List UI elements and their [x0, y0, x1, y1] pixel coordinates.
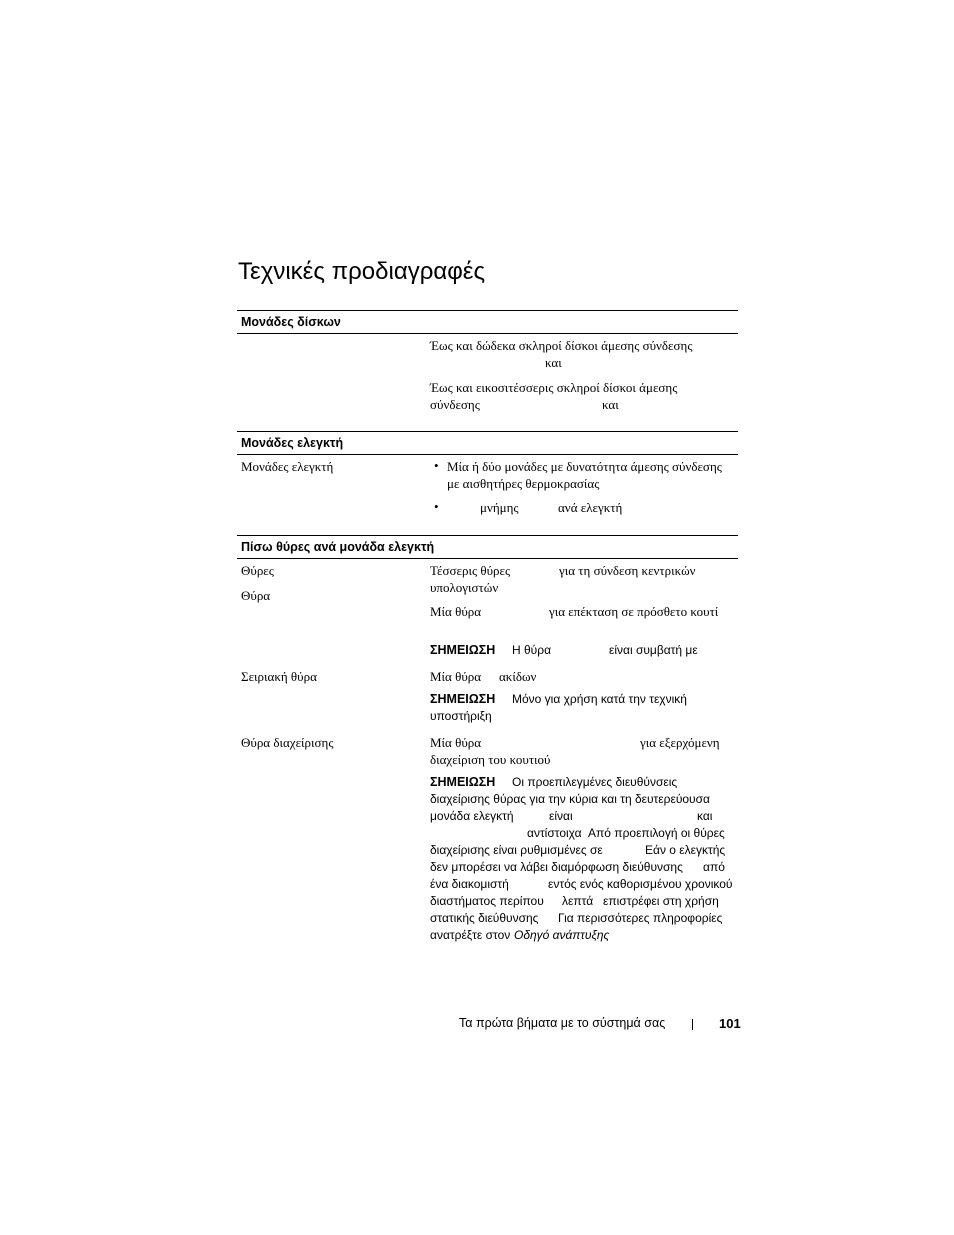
note-1-label — [430, 642, 495, 659]
section-ports — [237, 535, 738, 979]
controllers-bullet-2b: ανά ελεγκτή — [558, 500, 623, 515]
footer-divider — [692, 1019, 693, 1030]
section-body-ports — [237, 559, 738, 979]
note-3-l8a: διαστήματος περίπου — [430, 894, 544, 908]
ports-line-2a: Μία θύρα — [430, 604, 482, 619]
note-3-l5a: διαχείρισης είναι ρυθμισμένες σε — [430, 843, 603, 857]
drives-line-2a: Έως και εικοσιτέσσερις σκληροί δίσκοι άμεσης — [430, 380, 678, 395]
serial-b: ακίδων — [499, 669, 537, 684]
note-3-label — [430, 774, 495, 791]
bullet-1: • — [434, 458, 439, 473]
note-3-l4b: Από προεπιλογή οι θύρες — [588, 826, 725, 840]
label-ports: Θύρες — [241, 563, 274, 578]
ports-line-1c: υπολογιστών — [430, 580, 499, 595]
note-3-l4a: αντίστοιχα — [527, 826, 582, 840]
section-header-ports: Πίσω θύρες ανά μονάδα ελεγκτή — [237, 535, 738, 559]
drives-line-2c: και — [602, 397, 619, 412]
drives-line-1b: και — [545, 355, 562, 370]
note-3-l2: διαχείρισης θύρας για την κύρια και τη δευτερεύουσα — [430, 792, 710, 806]
label-serial: Σειριακή θύρα — [241, 669, 317, 684]
mgmt-a: Μία θύρα — [430, 735, 482, 750]
note-2-b: υποστήριξη — [430, 709, 492, 723]
ports-line-1a: Τέσσερις θύρες — [430, 563, 511, 578]
page-number: 101 — [719, 1016, 741, 1031]
note-3-l9b: Για περισσότερες πληροφορίες — [558, 911, 723, 925]
note-3-l8b: λεπτά — [562, 894, 594, 908]
section-header-drives: Μονάδες δίσκων — [237, 310, 738, 334]
note-1-a: Η θύρα — [512, 643, 551, 657]
note-1-b: είναι συμβατή με — [609, 643, 698, 657]
note-3-l10a: ανατρέξτε στον — [430, 928, 511, 942]
ports-line-2b: για επέκταση σε πρόσθετο κουτί — [549, 604, 719, 619]
note-3-l3a: μονάδα ελεγκτή — [430, 809, 514, 823]
note-3-l3c: και — [697, 809, 713, 823]
note-label: ΣΗΜΕΙΩΣΗ — [430, 643, 496, 657]
mgmt-b: για εξερχόμενη — [640, 735, 720, 750]
mgmt-c: διαχείριση του κουτιού — [430, 752, 551, 767]
note-2-label — [430, 691, 495, 708]
note-3-l6a: δεν μπορέσει να λάβει διαμόρφωση διεύθυνσης — [430, 860, 683, 874]
note-label: ΣΗΜΕΙΩΣΗ — [430, 775, 496, 789]
drives-line-2b: σύνδεσης — [430, 397, 480, 412]
page-title: Τεχνικές προδιαγραφές — [238, 258, 486, 285]
note-3-l7b: εντός ενός καθορισμένου χρονικού — [548, 877, 733, 891]
drives-line-1a: Έως και δώδεκα σκληροί δίσκοι άμεσης σύνδεσης — [430, 338, 693, 353]
note-3-l6b: από — [703, 860, 725, 874]
note-2-a: Μόνο για χρήση κατά την τεχνική — [512, 692, 687, 706]
section-body-drives — [237, 334, 738, 431]
ports-line-1b: για τη σύνδεση κεντρικών — [559, 563, 696, 578]
controllers-bullet-1a: Μία ή δύο μονάδες με δυνατότητα άμεσης σύνδεσης — [447, 459, 722, 474]
footer-text: Τα πρώτα βήματα με το σύστημά σας — [459, 1016, 666, 1030]
label-mgmt: Θύρα διαχείρισης — [241, 735, 334, 750]
note-3-l3b: είναι — [549, 809, 573, 823]
note-label: ΣΗΜΕΙΩΣΗ — [430, 692, 496, 706]
controllers-bullet-1b: με αισθητήρες θερμοκρασίας — [447, 476, 600, 491]
note-3-l1: Οι προεπιλεγμένες διευθύνσεις — [512, 775, 678, 789]
section-body-controllers — [237, 455, 738, 535]
note-3-l9a: στατικής διεύθυνσης — [430, 911, 539, 925]
controllers-label: Μονάδες ελεγκτή — [241, 459, 334, 474]
note-3-l5b: Εάν ο ελεγκτής — [645, 843, 726, 857]
label-port: Θύρα — [241, 588, 271, 603]
controllers-bullet-2a: μνήμης — [480, 500, 519, 515]
section-header-controllers: Μονάδες ελεγκτή — [237, 431, 738, 455]
bullet-2: • — [434, 499, 439, 514]
note-3-l10b: Οδηγό ανάπτυξης — [514, 928, 610, 942]
serial-a: Μία θύρα — [430, 669, 482, 684]
section-drives — [237, 310, 738, 431]
section-controllers — [237, 431, 738, 535]
note-3-l8c: επιστρέφει στη χρήση — [603, 894, 719, 908]
note-3-l7a: ένα διακομιστή — [430, 877, 509, 891]
